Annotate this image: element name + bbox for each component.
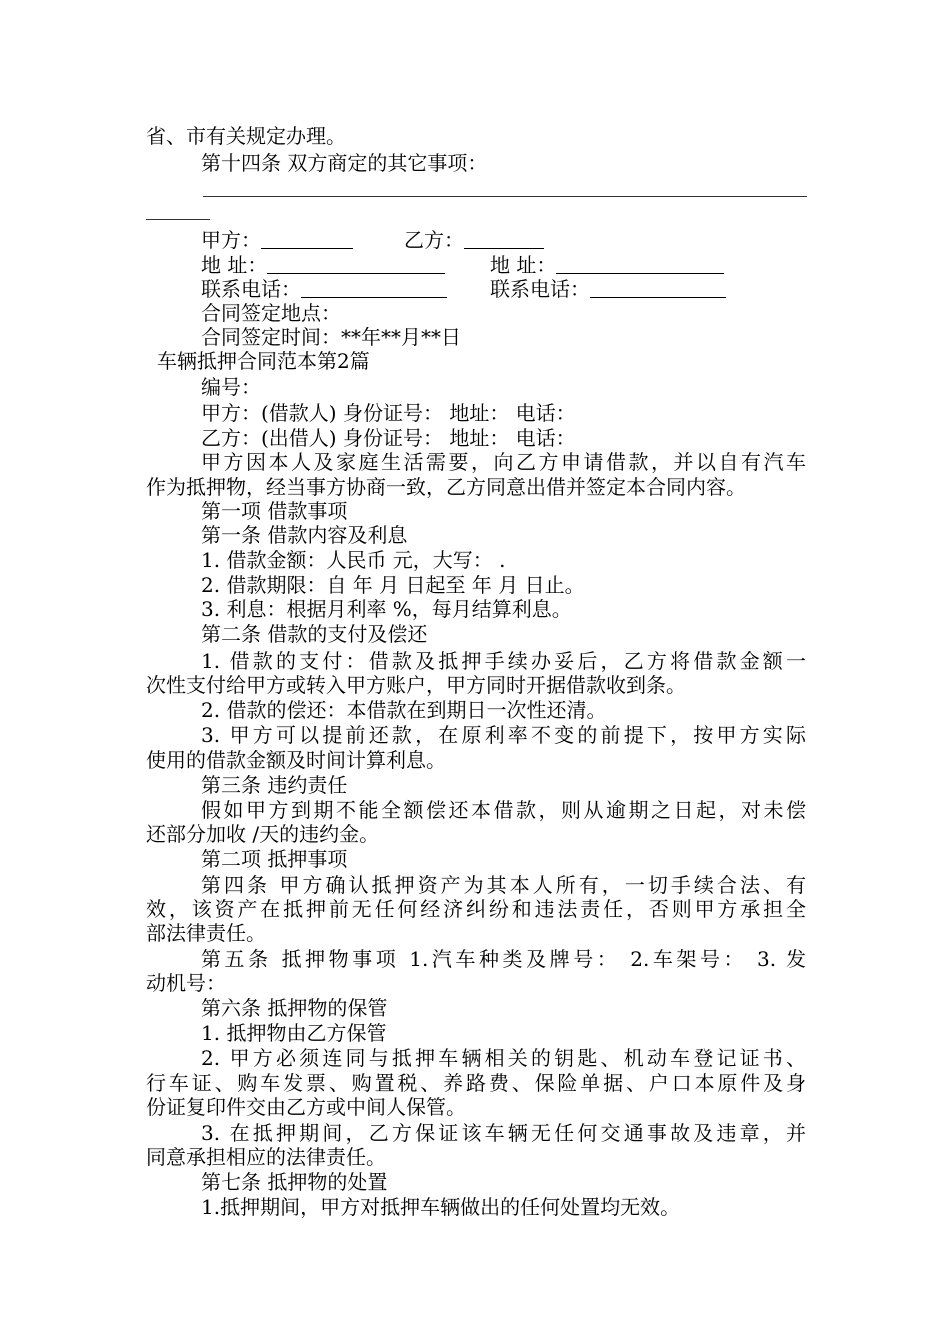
clause-line: 2. 借款期限：自 年 月 日起至 年 月 日止。 [201, 573, 585, 597]
clause-line: 行车证、购车发票、购置税、养路费、保险单据、户口本原件及身 [146, 1071, 806, 1095]
article-14-heading: 第十四条 双方商定的其它事项： [201, 151, 488, 175]
party-a-address-text: 地 址： [201, 253, 268, 277]
party-a-label [201, 228, 353, 252]
article-heading: 第一条 借款内容及利息 [201, 523, 408, 547]
doc-number: 编号： [201, 375, 261, 399]
party-a-phone [201, 277, 447, 301]
party-b-blank [464, 230, 544, 249]
clause-line: 次性支付给甲方或转入甲方账户，甲方同时开据借款收到条。 [146, 673, 686, 697]
party-b-phone-text: 联系电话： [490, 277, 590, 301]
clause-line: 同意承担相应的法律责任。 [146, 1145, 386, 1169]
clause-line: 3. 在抵押期间，乙方保证该车辆无任何交通事故及违章，并 [201, 1121, 806, 1145]
party-b-label [404, 228, 544, 252]
paragraph-line: 效，该资产在抵押前无任何经济纠纷和违法责任，否则甲方承担全 [146, 897, 806, 921]
blank-rule [203, 196, 807, 197]
party-a-address [201, 253, 445, 277]
signing-date: 合同签定时间：**年**月**日 [201, 325, 461, 349]
party-a-address-blank [267, 255, 445, 274]
party-b-address-text: 地 址： [490, 253, 557, 277]
paragraph-line: 动机号： [146, 971, 226, 995]
party-a-phone-text: 联系电话： [201, 277, 301, 301]
clause-line: 使用的借款金额及时间计算利息。 [146, 748, 446, 772]
signing-place: 合同签定地点： [201, 301, 341, 325]
text-line: 省、市有关规定办理。 [146, 124, 346, 148]
blank-rule-continued [146, 219, 210, 220]
clause-line: 2. 借款的偿还：本借款在到期日一次性还清。 [201, 698, 607, 722]
article-heading: 第七条 抵押物的处置 [201, 1170, 388, 1194]
paragraph-line: 假如甲方到期不能全额偿还本借款，则从逾期之日起，对未偿 [201, 798, 806, 822]
article-heading: 第二条 借款的支付及偿还 [201, 622, 428, 646]
clause-line: 1. 借款的支付：借款及抵押手续办妥后，乙方将借款金额一 [201, 649, 806, 673]
clause-line: 1. 借款金额：人民币 元，大写： . [201, 548, 506, 572]
clause-line: 3. 利息：根据月利率 %，每月结算利息。 [201, 597, 572, 621]
party-b-address-blank [556, 255, 724, 274]
clause-line: 1. 抵押物由乙方保管 [201, 1021, 387, 1045]
clause-line: 2. 甲方必须连同与抵押车辆相关的钥匙、机动车登记证书、 [201, 1046, 806, 1070]
paragraph-line: 部法律责任。 [146, 921, 266, 945]
party-a-text: 甲方： [201, 228, 261, 252]
party-b-phone-blank [590, 279, 726, 298]
article-heading: 第六条 抵押物的保管 [201, 996, 388, 1020]
clause-line: 1.抵押期间，甲方对抵押车辆做出的任何处置均无效。 [201, 1195, 681, 1219]
party-b-info: 乙方：(出借人) 身份证号： 地址： 电话： [201, 426, 576, 450]
party-a-blank [261, 230, 353, 249]
paragraph-line: 第四条 甲方确认抵押资产为其本人所有，一切手续合法、有 [201, 873, 806, 897]
article-heading: 第三条 违约责任 [201, 773, 348, 797]
party-a-info: 甲方：(借款人) 身份证号： 地址： 电话： [201, 401, 576, 425]
paragraph-line: 作为抵押物，经当事方协商一致，乙方同意出借并签定本合同内容。 [146, 475, 746, 499]
item-heading: 第二项 抵押事项 [201, 847, 348, 871]
paragraph-line: 甲方因本人及家庭生活需要，向乙方申请借款，并以自有汽车 [201, 450, 806, 474]
section-title: 车辆抵押合同范本第2篇 [157, 349, 370, 373]
party-a-phone-blank [301, 279, 447, 298]
party-b-text: 乙方： [404, 228, 464, 252]
clause-line: 3. 甲方可以提前还款，在原利率不变的前提下，按甲方实际 [201, 723, 806, 747]
paragraph-line: 还部分加收 /天的违约金。 [146, 822, 380, 846]
party-b-address [490, 253, 724, 277]
party-b-phone [490, 277, 726, 301]
clause-line: 份证复印件交由乙方或中间人保管。 [146, 1095, 466, 1119]
item-heading: 第一项 借款事项 [201, 499, 348, 523]
paragraph-line: 第五条 抵押物事项 1.汽车种类及牌号： 2.车架号： 3. 发 [201, 947, 806, 971]
